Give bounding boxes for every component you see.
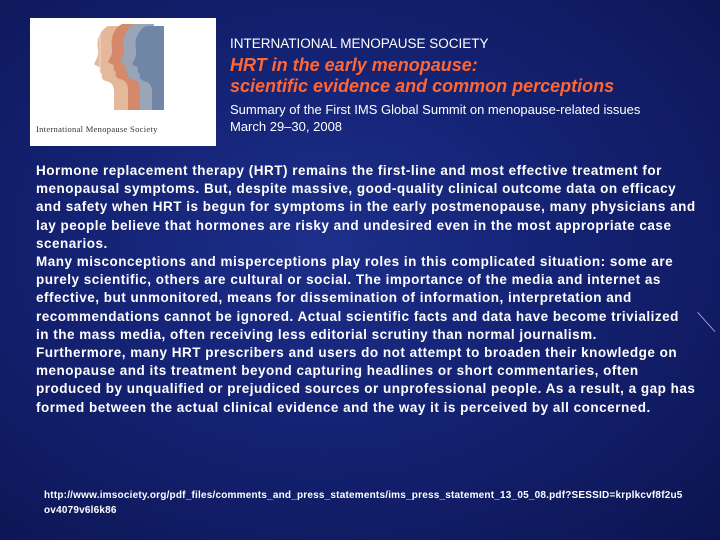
source-link[interactable]: http://www.imsociety.org/pdf_files/comments_and_press_statements/ims_press_statement_13_05_08.pdf?SESSID=krplkcvf8f2u5ov4079v6l6k86: [44, 490, 683, 516]
ims-logo: [30, 18, 216, 146]
decorative-line: [697, 312, 715, 332]
subtitle-line-1: Summary of the First IMS Global Summit on menopause-related issues: [230, 102, 641, 117]
paragraph: Hormone replacement therapy (HRT) remains the first-line and most effective treatment for menopausal symptoms. But, despite massive, good-quality clinical outcome data on efficacy and safety when HRT is begun for symptoms in the early postmenopause, many physicians and lay people believe that hormones are risky and undesired even in the most appropriate case scenarios.: [36, 163, 696, 251]
subtitle: [230, 101, 640, 135]
page-title: [230, 55, 614, 97]
paragraph: Furthermore, many HRT prescribers and users do not attempt to broaden their knowledge on menopause and its treatment beyond capturing headlines or short commentaries, often produced by unqualified or prejudiced sources or unprofessional people. As a result, a gap has formed between the actual clinical evidence and the way it is perceived by all concerned.: [36, 345, 696, 415]
logo-caption: International Menopause Society: [36, 124, 158, 134]
organization-name: INTERNATIONAL MENOPAUSE SOCIETY: [230, 36, 489, 51]
title-line-2: scientific evidence and common perceptions: [230, 76, 615, 96]
subtitle-line-2: March 29–30, 2008: [230, 119, 343, 134]
title-line-1: HRT in the early menopause:: [230, 55, 478, 75]
body-text: [36, 162, 696, 417]
paragraph: Many misconceptions and misperceptions play roles in this complicated situation: some are purely scientific, others are cultural or social. The importance of the media and internet as effective, but unmonitored, means for dissemination of information, interpretation and recommendations cannot be ignored. Actual scientific facts and data have become trivialized in the mass media, often receiving less editorial scrutiny than normal journalism.: [36, 254, 679, 342]
